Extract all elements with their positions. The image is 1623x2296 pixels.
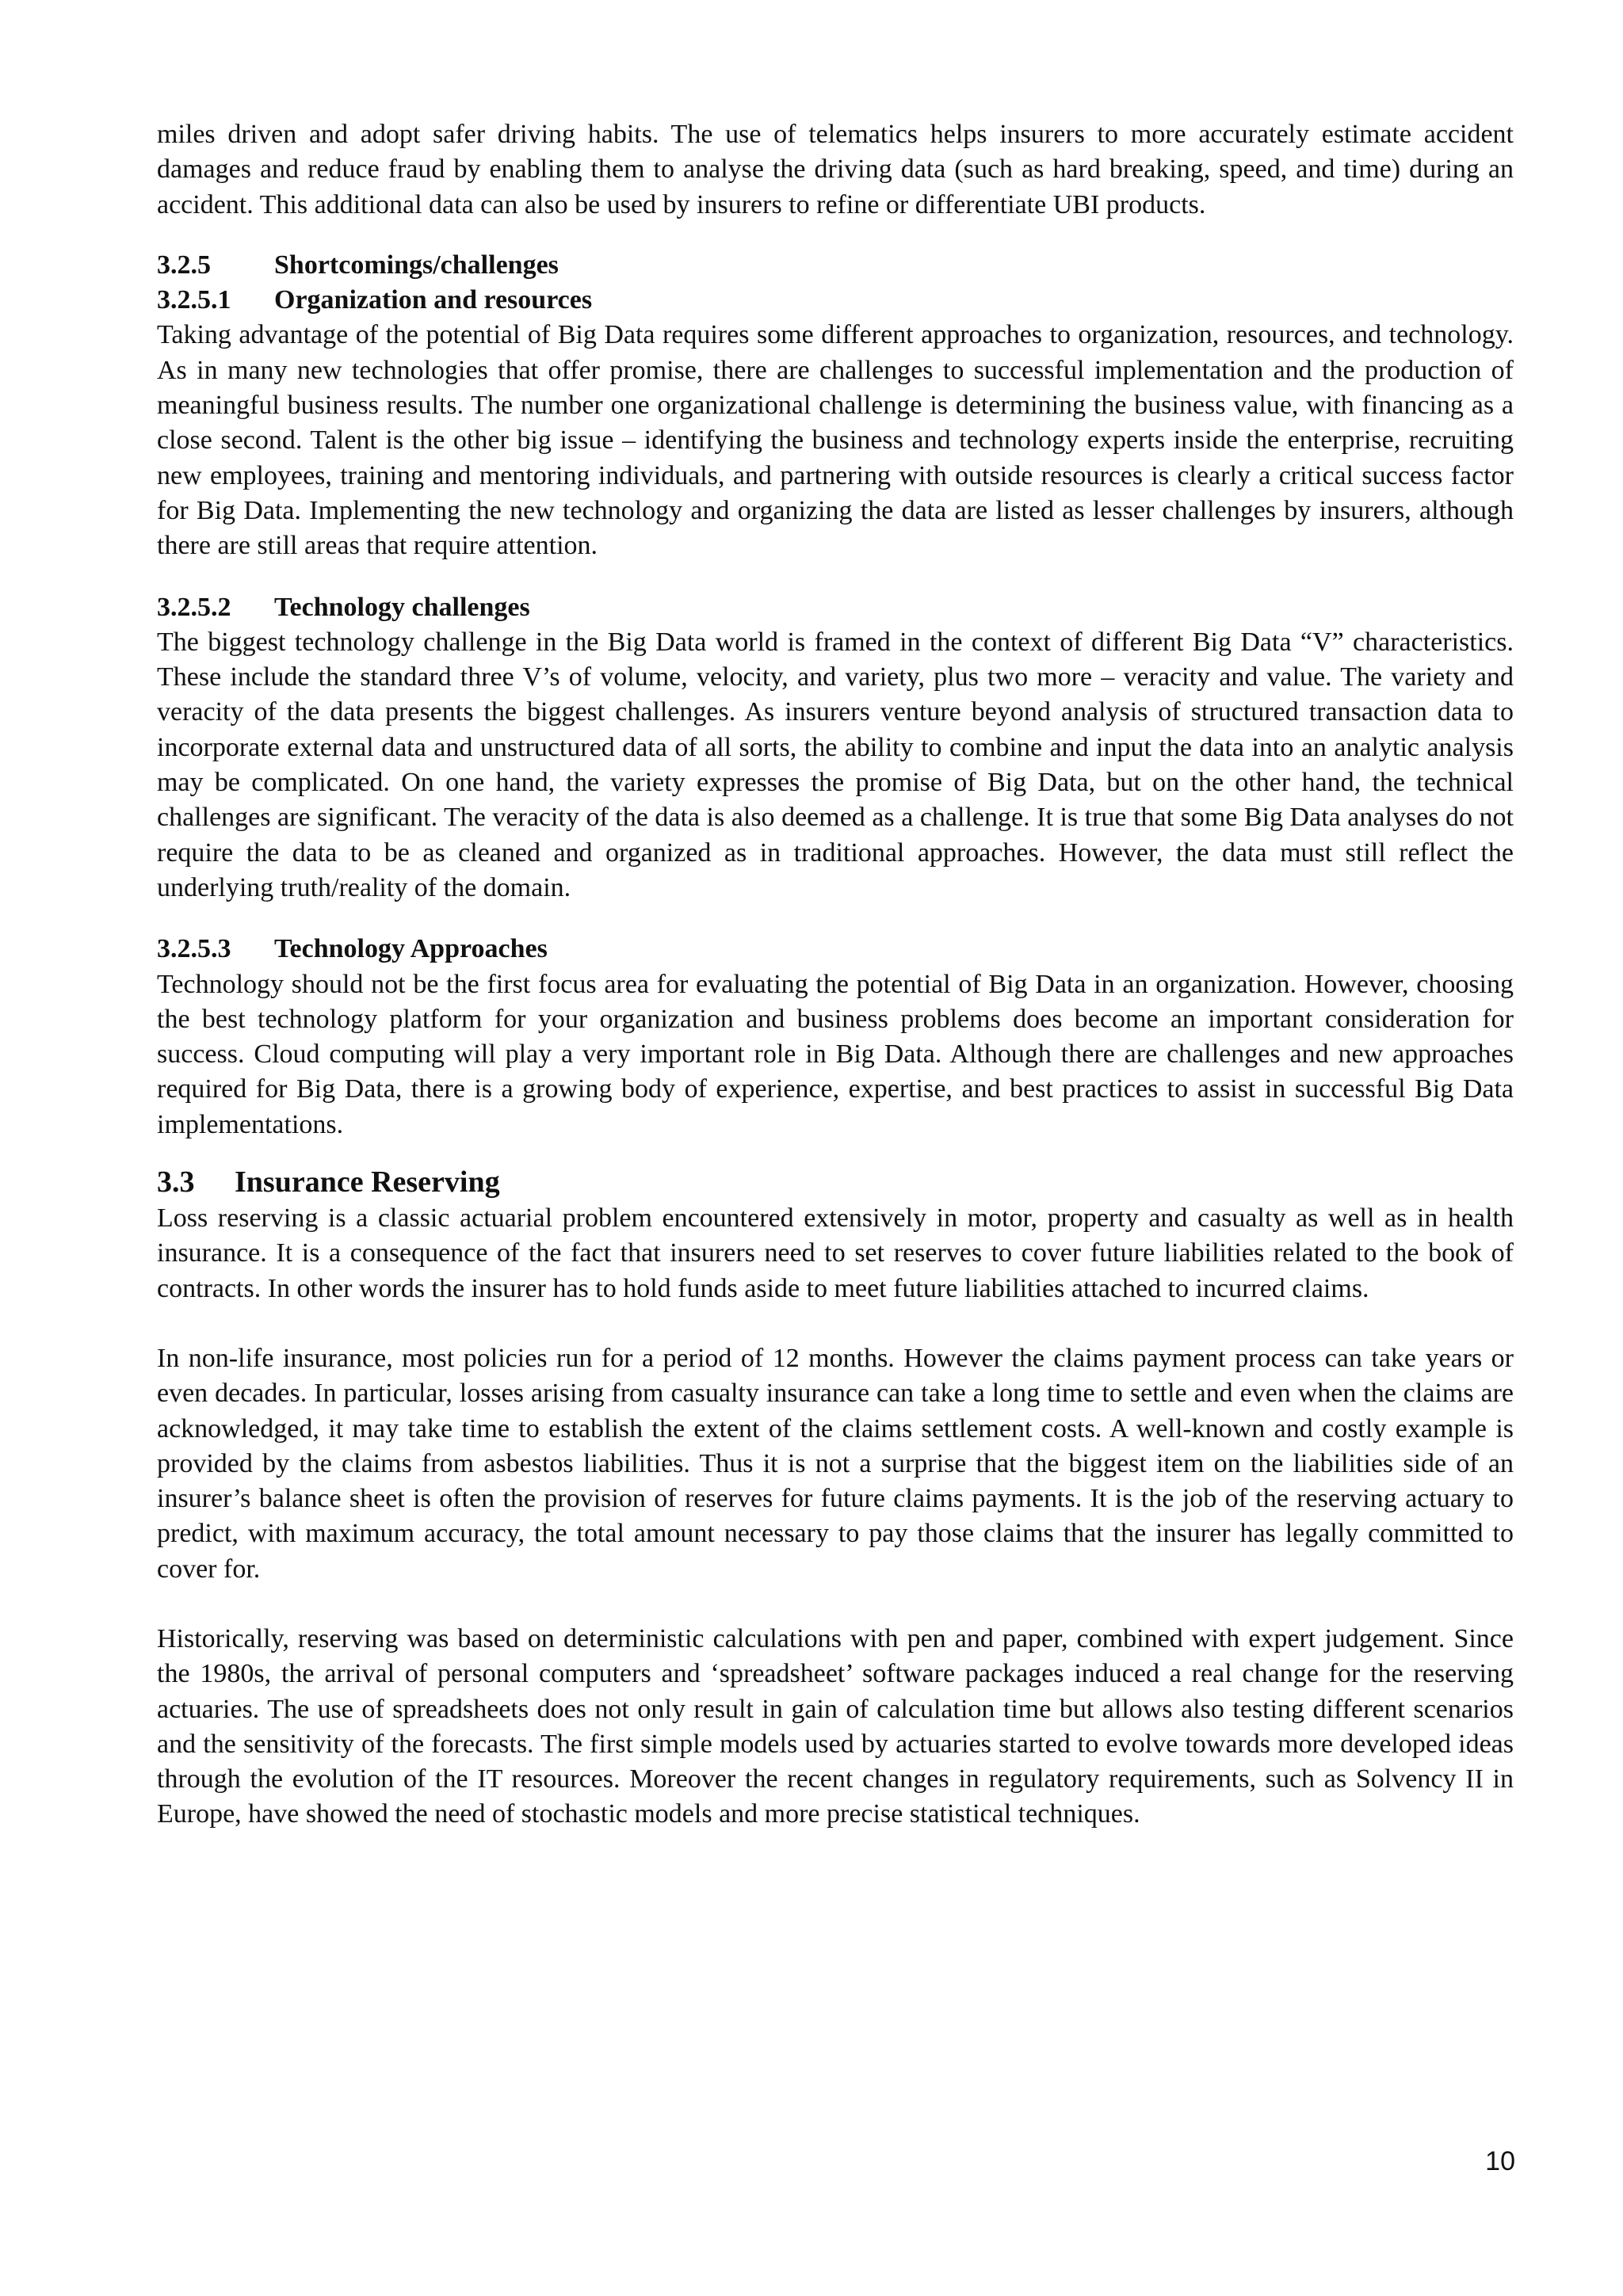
paragraph-reserving-non-life: In non-life insurance, most policies run for a period of 12 months. However the claims payment process can take years or even decades. In particular, losses arising from casualty insurance can take a long time to settle and even when the claims are acknowledged, it may take time to establish the extent of the claims settlement costs. A well-known and costly example is provided by the claims from asbestos liabilities. Thus it is not a surprise that the biggest item on the liabilities side of an insurer’s balance sheet is often the provision of reserves for future claims payments. It is the job of the reserving actuary to predict, with maximum accuracy, the total amount necessary to pay those claims that the insurer has legally committed to cover for. bbox=[157, 1343, 1514, 1584]
heading-title: Technology Approaches bbox=[274, 934, 548, 964]
paragraph-technology-challenges: The biggest technology challenge in the Big Data world is framed in the context of different Big Data “V” characteristics. These include the standard three V’s of volume, velocity, and variety, plus two more – veracity and value. The variety and veracity of the data presents the biggest challenges. As insurers venture beyond analysis of structured transaction data to incorporate external data and unstructured data of all sorts, the ability to combine and input the data into an analytic analysis may be complicated. On one hand, the variety expresses the promise of Big Data, but on the other hand, the technical challenges are significant. The veracity of the data is also deemed as a challenge. It is true that some Big Data analyses do not require the data to be as cleaned and organized as in traditional approaches. However, the data must still reflect the underlying truth/reality of the domain. bbox=[157, 627, 1514, 902]
heading-number: 3.3 bbox=[157, 1165, 195, 1199]
heading-3-2-5-1 bbox=[157, 283, 1514, 318]
heading-number: 3.2.5 bbox=[157, 250, 211, 280]
heading-title: Insurance Reserving bbox=[235, 1165, 500, 1199]
heading-title: Shortcomings/challenges bbox=[274, 250, 559, 280]
heading-3-2-5 bbox=[157, 248, 1514, 283]
document-page bbox=[157, 117, 1514, 1833]
heading-title: Organization and resources bbox=[274, 285, 593, 315]
paragraph-organization-resources: Taking advantage of the potential of Big Data requires some different approaches to organization, resources, and technology. As in many new technologies that offer promise, there are challenges to successful implementation and the production of meaningful business results. The number one organizational challenge is determining the business value, with financing as a close second. Talent is the other big issue – identifying the business and technology experts inside the enterprise, recruiting new employees, training and mentoring individuals, and partnering with outside resources is clearly a critical success factor for Big Data. Implementing the new technology and organizing the data are listed as lesser challenges by insurers, although there are still areas that require attention. bbox=[157, 320, 1514, 561]
heading-number: 3.2.5.2 bbox=[157, 592, 231, 622]
paragraph-telematics: miles driven and adopt safer driving habits. The use of telematics helps insurers to more accurately estimate accident damages and reduce fraud by enabling them to analyse the driving data (such as hard breaking, speed, and time) during an accident. This additional data can also be used by insurers to refine or differentiate UBI products. bbox=[157, 120, 1514, 219]
heading-3-2-5-2 bbox=[157, 590, 1514, 625]
page-number: 10 bbox=[1485, 2146, 1515, 2176]
heading-number: 3.2.5.3 bbox=[157, 934, 231, 964]
heading-3-3 bbox=[157, 1163, 1514, 1201]
heading-3-2-5-3 bbox=[157, 932, 1514, 967]
paragraph-reserving-intro: Loss reserving is a classic actuarial problem encountered extensively in motor, property and casualty as well as in health insurance. It is a consequence of the fact that insurers need to set reserves to cover future liabilities related to the book of contracts. In other words the insurer has to hold funds aside to meet future liabilities attached to incurred claims. bbox=[157, 1203, 1514, 1303]
heading-title: Technology challenges bbox=[274, 592, 530, 622]
heading-number: 3.2.5.1 bbox=[157, 285, 231, 315]
paragraph-technology-approaches: Technology should not be the first focus area for evaluating the potential of Big Data in an organization. However, choosing the best technology platform for your organization and business problems does become an important consideration for success. Cloud computing will play a very important role in Big Data. Although there are challenges and new approaches required for Big Data, there is a growing body of experience, expertise, and best practices to assist in successful Big Data implementations. bbox=[157, 969, 1514, 1139]
paragraph-reserving-history: Historically, reserving was based on deterministic calculations with pen and paper, combined with expert judgement. Since the 1980s, the arrival of personal computers and ‘spreadsheet’ software packages induced a real change for the reserving actuaries. The use of spreadsheets does not only result in gain of calculation time but allows also testing different scenarios and the sensitivity of the forecasts. The first simple models used by actuaries started to evolve towards more developed ideas through the evolution of the IT resources. Moreover the recent changes in regulatory requirements, such as Solvency II in Europe, have showed the need of stochastic models and more precise statistical techniques. bbox=[157, 1623, 1514, 1829]
